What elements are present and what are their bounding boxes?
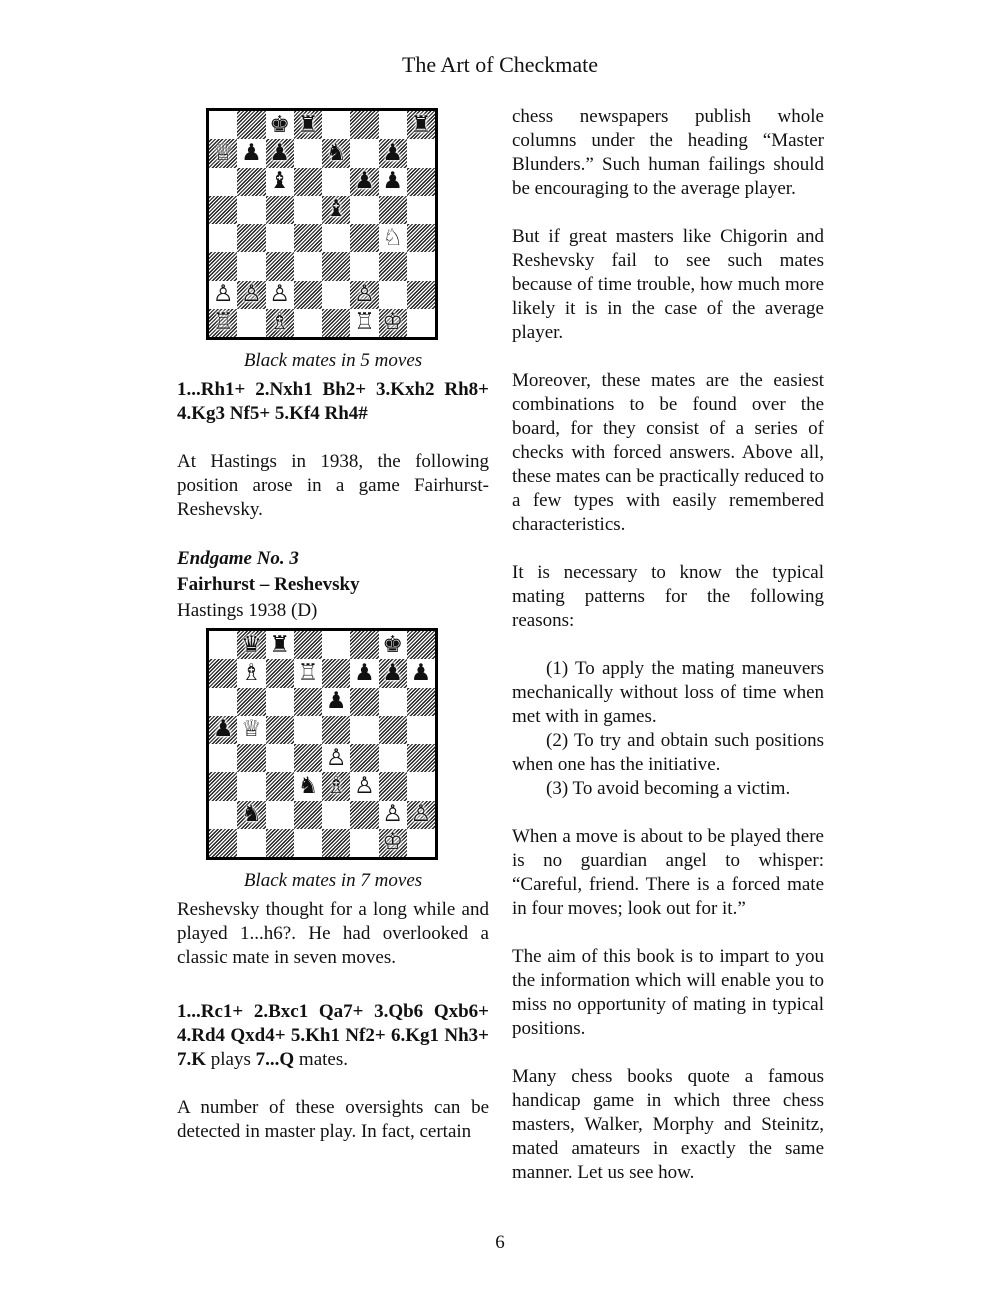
board-square [266,631,294,659]
board-square [350,196,378,224]
board-square [350,224,378,252]
board-square [266,281,294,309]
paragraph-reshevsky: Reshevsky thought for a long while and played 1...h6?. He had overlooked a classic mate in seven moves. [177,899,489,968]
board-square [209,716,237,744]
board-square [266,224,294,252]
board-square [322,168,350,196]
endgame-place: Hastings 1938 (D) [177,600,318,621]
white-rook-icon: ♖ [212,309,234,336]
board-square [266,196,294,224]
board-square [350,631,378,659]
paragraph-2: But if great masters like Chigorin and Reshevsky fail to see such mates because of time trouble, how much more likely it is in the case of the average player. [512,226,824,343]
paragraph-hastings: At Hastings in 1938, the following position arose in a game Fairhurst-Reshevsky. [177,451,489,520]
board-square [266,168,294,196]
white-pawn-icon: ♙ [269,281,290,308]
board-square [322,309,350,337]
black-knight-icon: ♞ [241,801,262,828]
white-knight-icon: ♘ [382,224,403,251]
board-square [379,196,407,224]
endgame-title: Endgame No. 3 [177,548,299,569]
black-bishop-icon: ♝ [269,168,290,195]
board-square [350,772,378,800]
board-square [237,139,265,167]
board-square [350,111,378,139]
black-pawn-icon: ♟ [241,139,262,166]
board-square [237,631,265,659]
board-square [209,309,237,337]
board-square [407,139,435,167]
black-rook-icon: ♜ [269,631,290,658]
white-pawn-icon: ♙ [410,801,432,828]
board-square [294,659,322,687]
white-pawn-icon: ♙ [212,281,234,308]
board-square [379,252,407,280]
board-square [237,659,265,687]
board-square [237,309,265,337]
white-bishop-icon: ♗ [325,772,347,799]
board-square [407,281,435,309]
board-square [322,716,350,744]
black-bishop-icon: ♝ [325,196,347,223]
board-square [237,168,265,196]
paragraph-4: It is necessary to know the typical mating patterns for the following reasons: [512,562,824,631]
board-square [209,196,237,224]
board-square [407,716,435,744]
board-square [237,252,265,280]
white-pawn-icon: ♙ [354,281,375,308]
paragraph-7: Many chess books quote a famous handicap game in which three chess masters, Walker, Morphy and Steinitz, mated amateurs in exactly the same manner. Let us see how. [512,1066,824,1183]
white-rook-icon: ♖ [297,659,319,686]
black-king-icon: ♚ [269,111,290,138]
board-square [266,716,294,744]
paragraph-3: Moreover, these mates are the easiest combinations to be found over the board, for they consist of a series of checks with forced answers. Above all, these mates can be practically reduced to a few types with easily remembered characteristics. [512,370,824,535]
board-square [266,688,294,716]
diagram-caption-1: Black mates in 5 moves [243,350,423,371]
board-square [209,631,237,659]
solution-2-bold-2: 7...Q [255,1049,295,1070]
board-square [322,281,350,309]
board-square [294,772,322,800]
white-pawn-icon: ♙ [241,281,262,308]
board-square [266,111,294,139]
board-square [407,688,435,716]
solution-2-plain-2: mates. [294,1049,348,1070]
board-square [294,168,322,196]
black-pawn-icon: ♟ [410,659,432,686]
board-square [209,111,237,139]
board-square [379,772,407,800]
board-square [266,801,294,829]
board-square [294,744,322,772]
black-rook-icon: ♜ [297,111,319,138]
board-square [294,196,322,224]
board-square [237,281,265,309]
board-square [407,631,435,659]
board-square [407,744,435,772]
board-square [407,772,435,800]
black-knight-icon: ♞ [297,772,319,799]
paragraph-6: The aim of this book is to impart to you the information which will enable you to miss no opportunity of mating in typical positions. [512,946,824,1039]
board-square [322,631,350,659]
white-queen-icon: ♕ [212,139,234,166]
board-square [407,252,435,280]
board-square [322,139,350,167]
white-bishop-icon: ♗ [269,309,290,336]
board-square [266,744,294,772]
board-square [322,252,350,280]
board-square [322,196,350,224]
board-square [379,659,407,687]
board-square [237,111,265,139]
left-column [177,100,489,1144]
right-column [512,105,824,1185]
board-square [379,111,407,139]
board-square [266,252,294,280]
board-square [266,309,294,337]
board-square [294,801,322,829]
board-square [237,829,265,857]
board-square [322,829,350,857]
white-queen-icon: ♕ [241,716,262,743]
board-square [266,659,294,687]
board-square [322,224,350,252]
board-square [209,829,237,857]
black-pawn-icon: ♟ [354,168,375,195]
board-square [407,309,435,337]
white-king-icon: ♔ [382,829,403,856]
black-king-icon: ♚ [382,631,403,658]
board-square [237,224,265,252]
board-square [407,829,435,857]
board-square [266,139,294,167]
board-square [379,688,407,716]
black-queen-icon: ♛ [241,631,262,658]
board-square [379,139,407,167]
board-square [294,716,322,744]
board-square [209,281,237,309]
board-square [209,168,237,196]
white-pawn-icon: ♙ [382,801,403,828]
board-square [322,111,350,139]
white-pawn-icon: ♙ [354,772,375,799]
board-square [350,801,378,829]
white-king-icon: ♔ [382,309,403,336]
board-square [294,309,322,337]
board-square [237,716,265,744]
paragraph-1: chess newspapers publish whole columns under the heading “Master Blunders.” Such human failings should be encouraging to the average player. [512,106,824,199]
black-rook-icon: ♜ [410,111,432,138]
black-pawn-icon: ♟ [382,168,403,195]
chess-board [206,108,438,340]
page-number: 6 [495,1232,505,1253]
paragraph-oversights: A number of these oversights can be detected in master play. In fact, certain [177,1097,489,1142]
board-square [266,829,294,857]
black-pawn-icon: ♟ [325,688,347,715]
board-square [322,744,350,772]
board-square [407,168,435,196]
board-square [294,252,322,280]
board-square [294,224,322,252]
solution-1: 1...Rh1+ 2.Nxh1 Bh2+ 3.Kxh2 Rh8+ 4.Kg3 Nf5+ 5.Kf4 Rh4# [177,379,489,424]
black-knight-icon: ♞ [325,139,347,166]
board-square [407,111,435,139]
board-square [294,281,322,309]
board-square [350,744,378,772]
board-square [237,744,265,772]
running-head: The Art of Checkmate [401,52,599,77]
chess-diagram-2 [206,628,438,860]
white-bishop-icon: ♗ [241,659,262,686]
board-square [350,829,378,857]
chess-board [206,628,438,860]
paragraph-5: When a move is about to be played there is no guardian angel to whisper: “Careful, friend. There is a forced mate in four moves; look out for it.” [512,826,824,919]
reason-3: (3) To avoid becoming a victim. [546,778,791,799]
board-square [379,631,407,659]
reason-1: (1) To apply the mating maneuvers mechanically without loss of time when met with in games. [512,658,824,727]
white-rook-icon: ♖ [354,309,375,336]
solution-2-plain-1: plays [206,1049,256,1070]
board-square [237,196,265,224]
board-square [322,688,350,716]
board-square [379,716,407,744]
board-square [237,772,265,800]
board-square [209,224,237,252]
board-square [237,801,265,829]
board-square [379,829,407,857]
board-square [407,659,435,687]
board-square [350,139,378,167]
board-square [407,801,435,829]
endgame-players: Fairhurst – Reshevsky [177,574,360,595]
black-pawn-icon: ♟ [382,139,403,166]
solution-2-bold: 1...Rc1+ 2.Bxc1 Qa7+ 3.Qb6 Qxb6+ 4.Rd4 Qxd4+ 5.Kh1 Nf2+ 6.Kg1 Nh3+ 7.K [177,1001,489,1070]
board-square [294,631,322,659]
board-square [350,309,378,337]
chess-diagram-1 [206,108,438,340]
board-square [322,772,350,800]
board-square [407,224,435,252]
board-square [266,772,294,800]
board-square [209,801,237,829]
solution-2 [177,1000,489,1072]
diagram-caption-2: Black mates in 7 moves [243,870,423,891]
black-pawn-icon: ♟ [212,716,234,743]
board-square [379,281,407,309]
board-square [209,772,237,800]
reason-2: (2) To try and obtain such positions when one has the initiative. [512,730,824,775]
black-pawn-icon: ♟ [382,659,403,686]
black-pawn-icon: ♟ [354,659,375,686]
board-square [350,688,378,716]
board-square [350,659,378,687]
board-square [294,829,322,857]
board-square [294,688,322,716]
board-square [350,281,378,309]
board-square [237,688,265,716]
board-square [379,744,407,772]
board-square [209,252,237,280]
board-square [322,801,350,829]
board-square [294,111,322,139]
board-square [379,801,407,829]
board-square [350,716,378,744]
board-square [209,659,237,687]
white-pawn-icon: ♙ [325,744,347,771]
board-square [209,139,237,167]
board-square [379,224,407,252]
board-square [209,744,237,772]
board-square [322,659,350,687]
board-square [350,168,378,196]
board-square [379,168,407,196]
board-square [209,688,237,716]
board-square [407,196,435,224]
board-square [379,309,407,337]
black-pawn-icon: ♟ [269,139,290,166]
board-square [350,252,378,280]
board-square [294,139,322,167]
